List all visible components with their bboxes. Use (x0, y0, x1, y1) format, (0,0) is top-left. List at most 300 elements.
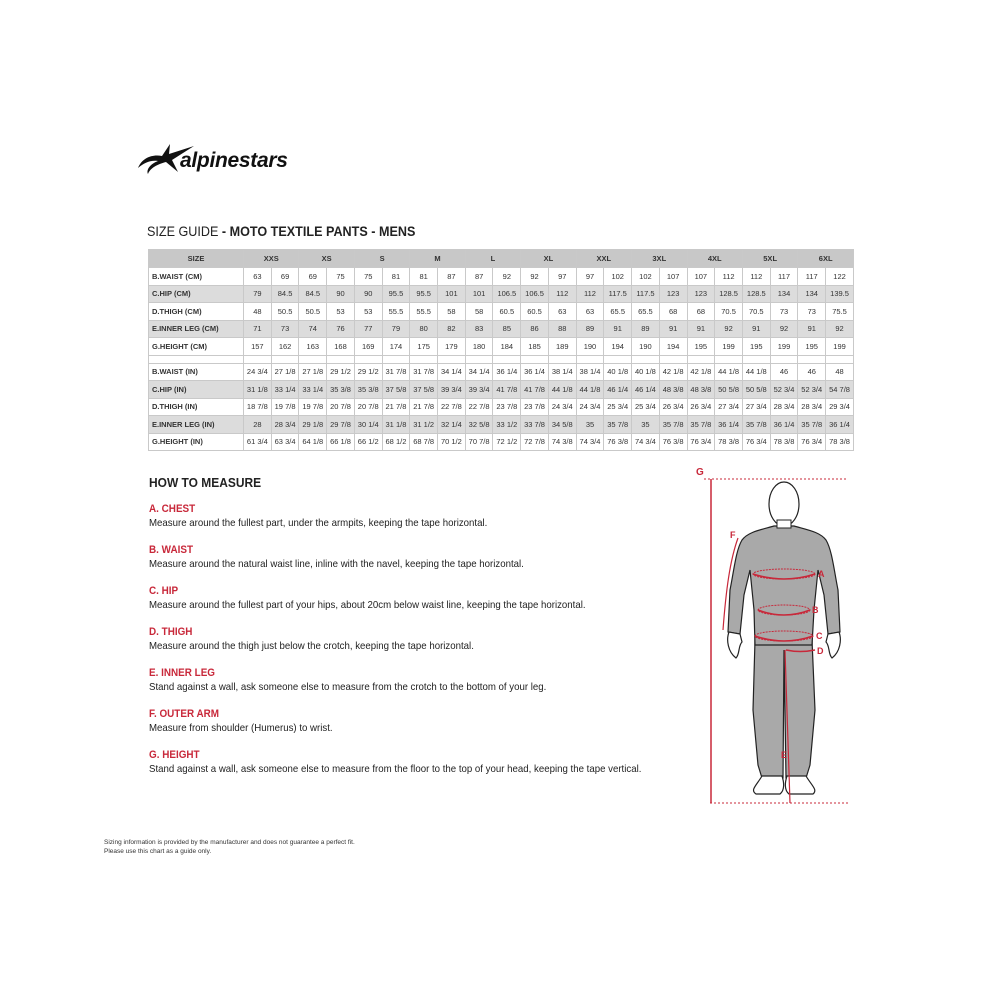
table-cell: 46 (770, 363, 798, 381)
table-cell: 35 3/8 (354, 381, 382, 399)
how-to-measure-heading: HOW TO MEASURE (149, 475, 262, 490)
measure-label: A. CHEST (149, 503, 196, 515)
table-cell: 35 7/8 (742, 416, 770, 434)
table-cell: 63 (244, 268, 272, 286)
spacer-cell (354, 355, 382, 363)
measure-item-hip (149, 585, 689, 615)
footnote-line-2: Please use this chart as a guide only. (104, 848, 212, 855)
table-cell: 91 (798, 320, 826, 338)
table-cell: 81 (410, 268, 438, 286)
table-cell: 48 3/8 (687, 381, 715, 399)
table-cell: 20 7/8 (354, 398, 382, 416)
row-label: B.WAIST (IN) (149, 363, 244, 381)
table-cell: 83 (465, 320, 493, 338)
spacer-cell (149, 355, 244, 363)
table-cell: 84.5 (271, 285, 299, 303)
measure-desc: Measure around the fullest part, under the armpits, keeping the tape horizontal. (149, 517, 488, 529)
table-cell: 50 5/8 (715, 381, 743, 399)
table-cell: 34 5/8 (548, 416, 576, 434)
measure-desc: Measure around the thigh just below the crotch, keeping the tape horizontal. (149, 640, 474, 652)
table-cell: 91 (742, 320, 770, 338)
table-cell: 71 (244, 320, 272, 338)
table-cell: 28 3/4 (271, 416, 299, 434)
table-cell: 53 (354, 303, 382, 321)
table-row (149, 363, 854, 381)
measure-item-outer-arm (149, 708, 689, 738)
table-cell: 73 (271, 320, 299, 338)
table-cell: 55.5 (382, 303, 410, 321)
table-cell: 65.5 (632, 303, 660, 321)
table-cell: 169 (354, 338, 382, 356)
table-cell: 48 3/8 (659, 381, 687, 399)
table-cell: 29 1/2 (354, 363, 382, 381)
table-cell: 33 7/8 (521, 416, 549, 434)
table-cell: 31 7/8 (410, 363, 438, 381)
table-cell: 91 (604, 320, 632, 338)
table-cell: 40 1/8 (632, 363, 660, 381)
table-cell: 50.5 (299, 303, 327, 321)
spacer-cell (438, 355, 466, 363)
table-cell: 44 1/8 (715, 363, 743, 381)
table-cell: 88 (548, 320, 576, 338)
table-cell: 70.5 (715, 303, 743, 321)
spacer-cell (410, 355, 438, 363)
brand-logo (136, 138, 316, 178)
table-cell: 128.5 (715, 285, 743, 303)
table-cell: 102 (604, 268, 632, 286)
table-cell: 190 (576, 338, 604, 356)
table-cell: 102 (632, 268, 660, 286)
table-cell: 76 3/4 (687, 433, 715, 451)
table-cell: 38 1/4 (548, 363, 576, 381)
table-cell: 27 3/4 (742, 398, 770, 416)
table-cell: 97 (548, 268, 576, 286)
table-cell: 79 (382, 320, 410, 338)
table-cell: 37 5/8 (410, 381, 438, 399)
title-product: - MOTO TEXTILE PANTS - MENS (221, 223, 416, 239)
table-cell: 35 (576, 416, 604, 434)
measure-label: G. HEIGHT (149, 749, 200, 761)
measure-label: E. INNER LEG (149, 667, 216, 679)
measure-desc: Stand against a wall, ask someone else to measure from the crotch to the bottom of your leg. (149, 681, 547, 693)
row-label: C.HIP (CM) (149, 285, 244, 303)
table-cell: 35 (632, 416, 660, 434)
spacer-cell (576, 355, 604, 363)
table-cell: 41 7/8 (493, 381, 521, 399)
table-cell: 60.5 (493, 303, 521, 321)
table-cell: 79 (244, 285, 272, 303)
table-cell: 78 3/8 (715, 433, 743, 451)
measure-item-inner-leg (149, 667, 689, 697)
table-cell: 95.5 (410, 285, 438, 303)
table-cell: 42 1/8 (687, 363, 715, 381)
table-cell: 106.5 (521, 285, 549, 303)
svg-text:A: A (818, 569, 825, 579)
table-cell: 199 (826, 338, 854, 356)
table-cell: 89 (576, 320, 604, 338)
table-cell: 101 (438, 285, 466, 303)
table-cell: 42 1/8 (659, 363, 687, 381)
table-row (149, 398, 854, 416)
row-label: G.HEIGHT (CM) (149, 338, 244, 356)
table-cell: 179 (438, 338, 466, 356)
table-cell: 29 1/2 (327, 363, 355, 381)
svg-text:D: D (817, 646, 824, 656)
table-cell: 21 7/8 (410, 398, 438, 416)
table-row (149, 416, 854, 434)
table-row (149, 338, 854, 356)
table-cell: 128.5 (742, 285, 770, 303)
table-cell: 27 1/8 (271, 363, 299, 381)
how-to-measure-section (149, 475, 689, 790)
table-row (149, 381, 854, 399)
table-cell: 195 (742, 338, 770, 356)
spacer-cell (521, 355, 549, 363)
size-header-cell: XL (521, 250, 576, 268)
size-header-cell: 6XL (798, 250, 854, 268)
table-cell: 78 3/8 (770, 433, 798, 451)
spacer-cell (604, 355, 632, 363)
table-cell: 123 (687, 285, 715, 303)
table-cell: 46 1/4 (604, 381, 632, 399)
table-cell: 107 (659, 268, 687, 286)
size-header-cell: XS (299, 250, 354, 268)
table-cell: 107 (687, 268, 715, 286)
table-cell: 75.5 (826, 303, 854, 321)
measure-item-height (149, 749, 689, 779)
table-cell: 29 3/4 (826, 398, 854, 416)
table-cell: 75 (354, 268, 382, 286)
table-cell: 74 (299, 320, 327, 338)
spacer-cell (493, 355, 521, 363)
table-cell: 194 (659, 338, 687, 356)
spacer-cell (770, 355, 798, 363)
measure-item-thigh (149, 626, 689, 656)
table-row (149, 303, 854, 321)
table-cell: 134 (770, 285, 798, 303)
table-cell: 122 (826, 268, 854, 286)
spacer-cell (632, 355, 660, 363)
table-cell: 24 3/4 (244, 363, 272, 381)
table-cell: 199 (770, 338, 798, 356)
table-cell: 29 7/8 (327, 416, 355, 434)
measure-label: F. OUTER ARM (149, 708, 220, 720)
table-cell: 92 (493, 268, 521, 286)
table-cell: 92 (826, 320, 854, 338)
table-cell: 22 7/8 (465, 398, 493, 416)
table-cell: 74 3/4 (632, 433, 660, 451)
spacer-cell (465, 355, 493, 363)
size-header-label: SIZE (149, 250, 244, 268)
table-row (149, 320, 854, 338)
table-cell: 37 5/8 (382, 381, 410, 399)
table-cell: 81 (382, 268, 410, 286)
table-cell: 195 (798, 338, 826, 356)
table-cell: 69 (271, 268, 299, 286)
table-cell: 72 7/8 (521, 433, 549, 451)
measure-label: B. WAIST (149, 544, 194, 556)
table-cell: 157 (244, 338, 272, 356)
size-header-cell: XXS (244, 250, 299, 268)
body-measurement-figure (690, 460, 870, 810)
table-cell: 87 (438, 268, 466, 286)
row-label: B.WAIST (CM) (149, 268, 244, 286)
row-label: E.INNER LEG (CM) (149, 320, 244, 338)
table-cell: 23 7/8 (493, 398, 521, 416)
table-cell: 68 7/8 (410, 433, 438, 451)
table-cell: 85 (493, 320, 521, 338)
size-header-cell: XXL (576, 250, 631, 268)
table-cell: 68 (687, 303, 715, 321)
table-cell: 23 7/8 (521, 398, 549, 416)
size-header-cell: 3XL (632, 250, 687, 268)
table-cell: 63 (576, 303, 604, 321)
table-cell: 162 (271, 338, 299, 356)
table-cell: 22 7/8 (438, 398, 466, 416)
table-cell: 82 (438, 320, 466, 338)
table-cell: 74 3/8 (548, 433, 576, 451)
table-cell: 34 1/4 (438, 363, 466, 381)
table-cell: 28 3/4 (770, 398, 798, 416)
table-cell: 18 7/8 (244, 398, 272, 416)
svg-text:F: F (730, 530, 736, 540)
table-cell: 26 3/4 (659, 398, 687, 416)
table-cell: 48 (826, 363, 854, 381)
table-cell: 54 7/8 (826, 381, 854, 399)
spacer-cell (826, 355, 854, 363)
table-cell: 31 1/8 (244, 381, 272, 399)
table-cell: 92 (521, 268, 549, 286)
size-header-row (149, 250, 854, 268)
table-cell: 66 1/2 (354, 433, 382, 451)
table-cell: 36 1/4 (715, 416, 743, 434)
table-cell: 70 7/8 (465, 433, 493, 451)
table-cell: 76 3/4 (742, 433, 770, 451)
table-cell: 70.5 (742, 303, 770, 321)
spacer-cell (548, 355, 576, 363)
table-cell: 50.5 (271, 303, 299, 321)
spacer-cell (742, 355, 770, 363)
table-cell: 66 1/8 (327, 433, 355, 451)
table-cell: 33 1/2 (493, 416, 521, 434)
table-cell: 123 (659, 285, 687, 303)
table-cell: 34 1/4 (465, 363, 493, 381)
table-cell: 61 3/4 (244, 433, 272, 451)
spacer-cell (299, 355, 327, 363)
table-cell: 76 3/8 (604, 433, 632, 451)
svg-text:G: G (696, 467, 704, 478)
table-cell: 26 3/4 (687, 398, 715, 416)
table-cell: 189 (548, 338, 576, 356)
title-prefix: SIZE GUIDE (147, 223, 222, 239)
brand-name: alpinestars (180, 149, 288, 172)
table-cell: 35 7/8 (659, 416, 687, 434)
table-cell: 91 (687, 320, 715, 338)
table-cell: 175 (410, 338, 438, 356)
size-table (148, 249, 854, 451)
table-cell: 31 1/2 (410, 416, 438, 434)
table-cell: 194 (604, 338, 632, 356)
table-cell: 21 7/8 (382, 398, 410, 416)
table-cell: 78 3/8 (826, 433, 854, 451)
table-cell: 31 1/8 (382, 416, 410, 434)
table-cell: 97 (576, 268, 604, 286)
spacer-cell (271, 355, 299, 363)
table-cell: 72 1/2 (493, 433, 521, 451)
row-label: D.THIGH (IN) (149, 398, 244, 416)
table-row (149, 433, 854, 451)
table-cell: 134 (798, 285, 826, 303)
table-cell: 90 (354, 285, 382, 303)
row-label: C.HIP (IN) (149, 381, 244, 399)
spacer-cell (687, 355, 715, 363)
table-cell: 190 (632, 338, 660, 356)
table-cell: 68 1/2 (382, 433, 410, 451)
table-cell: 27 3/4 (715, 398, 743, 416)
star-logo-icon (136, 138, 196, 178)
table-cell: 24 3/4 (576, 398, 604, 416)
table-cell: 87 (465, 268, 493, 286)
table-spacer-row (149, 355, 854, 363)
table-cell: 55.5 (410, 303, 438, 321)
table-cell: 46 1/4 (632, 381, 660, 399)
table-cell: 24 3/4 (548, 398, 576, 416)
table-cell: 76 3/4 (798, 433, 826, 451)
measure-desc: Measure from shoulder (Humerus) to wrist. (149, 722, 333, 734)
table-cell: 73 (798, 303, 826, 321)
spacer-cell (659, 355, 687, 363)
table-cell: 92 (770, 320, 798, 338)
measure-desc: Measure around the natural waist line, inline with the navel, keeping the tape horizontal. (149, 558, 524, 570)
table-cell: 112 (548, 285, 576, 303)
table-cell: 50 5/8 (742, 381, 770, 399)
table-cell: 70 1/2 (438, 433, 466, 451)
table-cell: 30 1/4 (354, 416, 382, 434)
table-cell: 33 1/4 (299, 381, 327, 399)
table-cell: 80 (410, 320, 438, 338)
table-cell: 31 7/8 (382, 363, 410, 381)
table-cell: 58 (465, 303, 493, 321)
table-cell: 20 7/8 (327, 398, 355, 416)
size-header-cell: 4XL (687, 250, 742, 268)
table-cell: 35 7/8 (604, 416, 632, 434)
table-cell: 46 (798, 363, 826, 381)
table-cell: 36 1/4 (770, 416, 798, 434)
table-cell: 92 (715, 320, 743, 338)
table-cell: 84.5 (299, 285, 327, 303)
table-cell: 35 7/8 (687, 416, 715, 434)
table-cell: 68 (659, 303, 687, 321)
table-cell: 25 3/4 (632, 398, 660, 416)
table-cell: 112 (715, 268, 743, 286)
table-cell: 86 (521, 320, 549, 338)
measure-label: D. THIGH (149, 626, 193, 638)
table-cell: 40 1/8 (604, 363, 632, 381)
table-cell: 199 (715, 338, 743, 356)
table-cell: 32 1/4 (438, 416, 466, 434)
svg-text:B: B (812, 605, 819, 615)
table-cell: 112 (742, 268, 770, 286)
measure-label: C. HIP (149, 585, 179, 597)
table-cell: 73 (770, 303, 798, 321)
spacer-cell (327, 355, 355, 363)
table-cell: 64 1/8 (299, 433, 327, 451)
table-cell: 33 1/4 (271, 381, 299, 399)
table-cell: 74 3/4 (576, 433, 604, 451)
row-label: E.INNER LEG (IN) (149, 416, 244, 434)
table-cell: 174 (382, 338, 410, 356)
table-cell: 44 1/8 (548, 381, 576, 399)
spacer-cell (244, 355, 272, 363)
table-cell: 36 1/4 (826, 416, 854, 434)
table-cell: 38 1/4 (576, 363, 604, 381)
table-cell: 117.5 (604, 285, 632, 303)
table-cell: 184 (493, 338, 521, 356)
table-cell: 35 3/8 (327, 381, 355, 399)
measure-desc: Stand against a wall, ask someone else to measure from the floor to the top of your head, keeping the tape vertical. (149, 763, 642, 775)
table-cell: 95.5 (382, 285, 410, 303)
table-cell: 65.5 (604, 303, 632, 321)
table-cell: 52 3/4 (770, 381, 798, 399)
table-cell: 28 3/4 (798, 398, 826, 416)
table-cell: 39 3/4 (465, 381, 493, 399)
spacer-cell (382, 355, 410, 363)
table-cell: 117 (798, 268, 826, 286)
spacer-cell (798, 355, 826, 363)
table-cell: 89 (632, 320, 660, 338)
table-cell: 168 (327, 338, 355, 356)
table-cell: 41 7/8 (521, 381, 549, 399)
footnote-line-1: Sizing information is provided by the manufacturer and does not guarantee a perfect fit. (104, 839, 355, 846)
table-cell: 60.5 (521, 303, 549, 321)
table-cell: 75 (327, 268, 355, 286)
table-cell: 163 (299, 338, 327, 356)
table-cell: 32 5/8 (465, 416, 493, 434)
table-cell: 48 (244, 303, 272, 321)
table-cell: 36 1/4 (493, 363, 521, 381)
table-cell: 76 (327, 320, 355, 338)
spacer-cell (715, 355, 743, 363)
table-cell: 58 (438, 303, 466, 321)
measure-item-waist (149, 544, 689, 574)
table-cell: 27 1/8 (299, 363, 327, 381)
table-row (149, 268, 854, 286)
table-cell: 52 3/4 (798, 381, 826, 399)
table-row (149, 285, 854, 303)
size-header-cell: S (354, 250, 409, 268)
table-cell: 19 7/8 (271, 398, 299, 416)
table-cell: 195 (687, 338, 715, 356)
table-cell: 53 (327, 303, 355, 321)
table-cell: 101 (465, 285, 493, 303)
table-cell: 90 (327, 285, 355, 303)
svg-text:E: E (781, 750, 788, 760)
table-cell: 77 (354, 320, 382, 338)
table-cell: 112 (576, 285, 604, 303)
size-header-cell: M (410, 250, 465, 268)
table-cell: 44 1/8 (742, 363, 770, 381)
footnote (104, 838, 355, 856)
table-cell: 63 3/4 (271, 433, 299, 451)
table-cell: 185 (521, 338, 549, 356)
table-cell: 139.5 (826, 285, 854, 303)
table-cell: 35 7/8 (798, 416, 826, 434)
svg-text:C: C (816, 631, 823, 641)
table-cell: 76 3/8 (659, 433, 687, 451)
page-title (147, 223, 415, 239)
table-cell: 39 3/4 (438, 381, 466, 399)
table-cell: 63 (548, 303, 576, 321)
